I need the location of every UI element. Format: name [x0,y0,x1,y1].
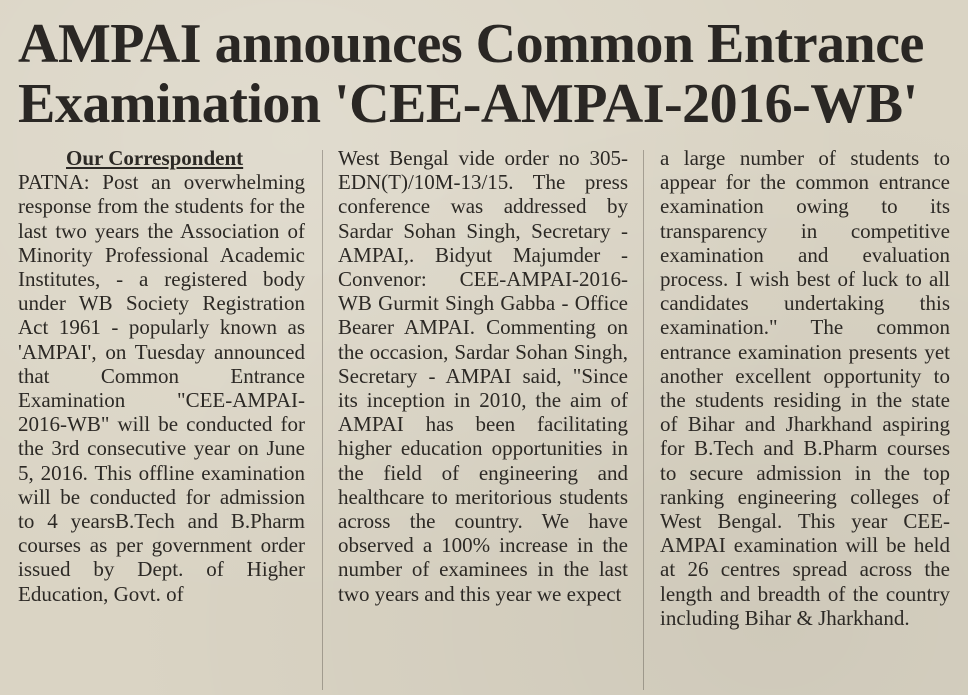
headline-line-1: AMPAI announces Common Entrance [18,13,924,75]
column-divider [322,150,323,690]
column-divider [643,150,644,690]
column-1-text [18,170,305,606]
column-3-text: a large number of students to appear for the common entrance examination owing to its transparency in competitive examination and evaluation process. I wish best of luck to all candidates undertaking this examination." The common entrance examination presents yet another excellent opportunity to the students residing in the state of Bihar and Jharkhand aspiring for B.Tech and B.Pharm courses to secure admission in the top ranking engineering colleges of West Bengal. This year CEE-AMPAI examination will be held at 26 centres spread across the length and breadth of the country including Bihar & Jharkhand. [660,146,950,630]
headline [18,0,958,134]
article-column-2 [338,146,628,606]
column-1-body: Post an overwhelming response from the students for the last two years the Association of Minority Professional Academic Institutes, - a registered body under WB Society Registration Act 1961 - popularly known as 'AMPAI', on Tuesday announced that Common Entrance Examination "CEE-AMPAI-2016-WB" will be conducted for the 3rd consecutive year on June 5, 2016. This offline examination will be conducted for admission to 4 yearsB.Tech and B.Pharm courses as per government order issued by Dept. of Higher Education, Govt. of [18,170,306,606]
headline-line-2: Examination 'CEE-AMPAI-2016-WB' [18,73,918,135]
article-column-3 [660,146,950,630]
dateline: PATNA: [18,170,90,195]
byline: Our Correspondent [66,146,244,170]
column-2-text: West Bengal vide order no 305-EDN(T)/10M-13/15. The press conference was addressed by Sardar Sohan Singh, Secretary - AMPAI,. Bidyut Majumder - Convenor: CEE-AMPAI-2016-WB Gurmit Singh Gabba - Office Bearer AMPAI. Commenting on the occasion, Sardar Sohan Singh, Secretary - AMPAI said, "Since its inception in 2010, the aim of AMPAI has been facilitating higher education opportunities in the field of engineering and healthcare to meritorious students across the country. We have observed a 100% increase in the number of examinees in the last two years and this year we expect [338,146,628,606]
article-column-1 [18,146,305,606]
